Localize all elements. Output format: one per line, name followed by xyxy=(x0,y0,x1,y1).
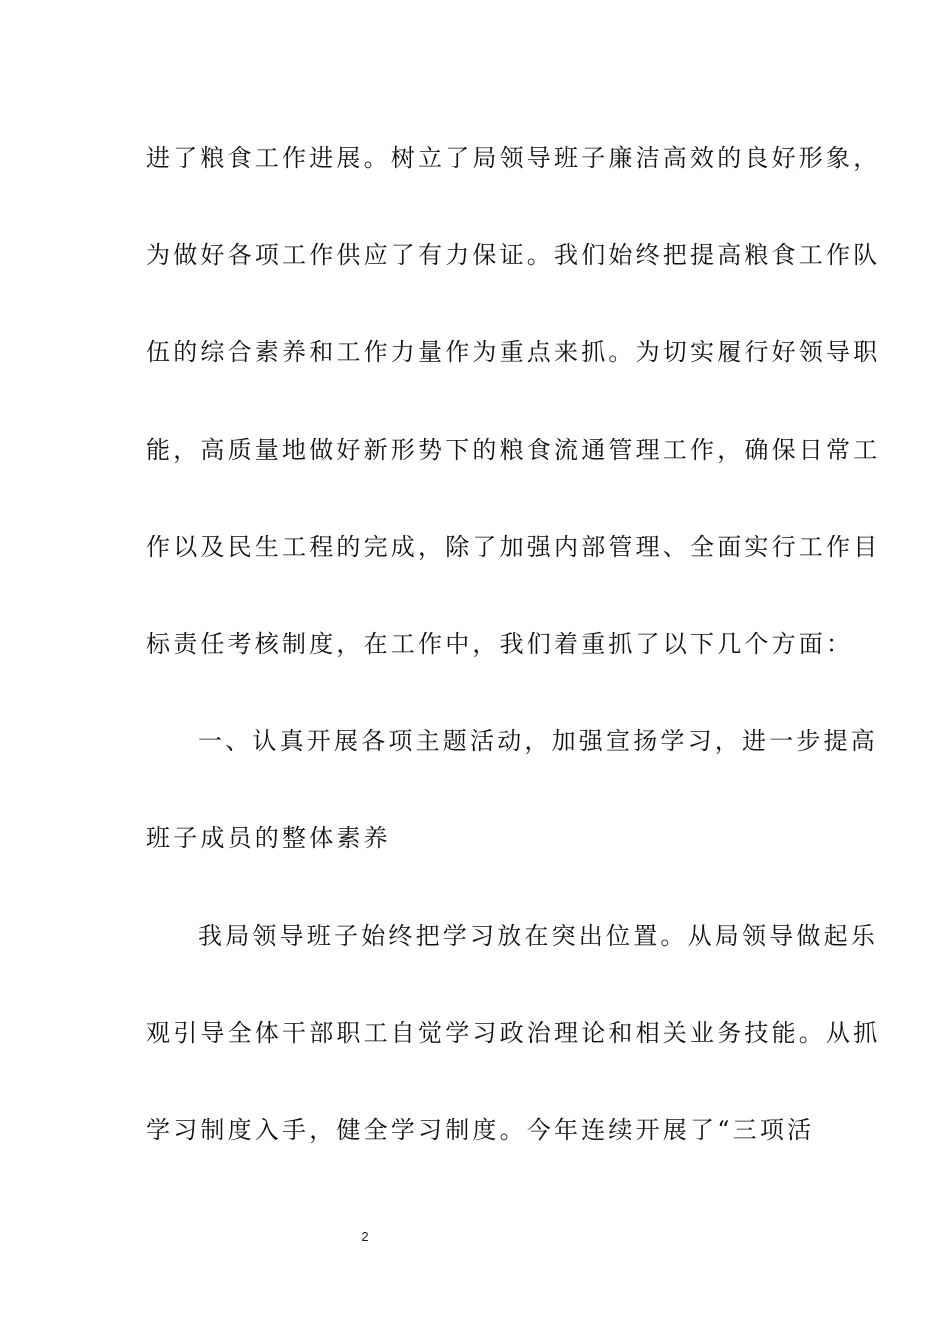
text-line: 学习制度入手，健全学习制度。今年连续开展了“三项活 xyxy=(146,1115,815,1144)
text-line: 标责任考核制度，在工作中，我们着重抓了以下几个方面： xyxy=(146,629,854,658)
text-line: 为做好各项工作供应了有力保证。我们始终把提高粮食工作队 xyxy=(146,241,881,270)
text-line: 作以及民生工程的完成，除了加强内部管理、全面实行工作目 xyxy=(146,532,881,561)
text-line: 能，高质量地做好新形势下的粮食流通管理工作，确保日常工 xyxy=(146,435,881,464)
text-line: 伍的综合素养和工作力量作为重点来抓。为切实履行好领导职 xyxy=(146,338,881,367)
paragraph-start: 我局领导班子始终把学习放在突出位置。从局领导做起乐 xyxy=(198,921,878,950)
text-line: 观引导全体干部职工自觉学习政治理论和相关业务技能。从抓 xyxy=(146,1018,881,1047)
text-line: 进了粮食工作进展。树立了局领导班子廉洁高效的良好形象， xyxy=(146,144,881,172)
body-text xyxy=(146,132,881,1201)
section-heading-continuation: 班子成员的整体素养 xyxy=(146,824,391,853)
section-heading: 一、认真开展各项主题活动，加强宣扬学习，进一步提高 xyxy=(198,727,878,756)
page-number: 2 xyxy=(361,1229,369,1244)
